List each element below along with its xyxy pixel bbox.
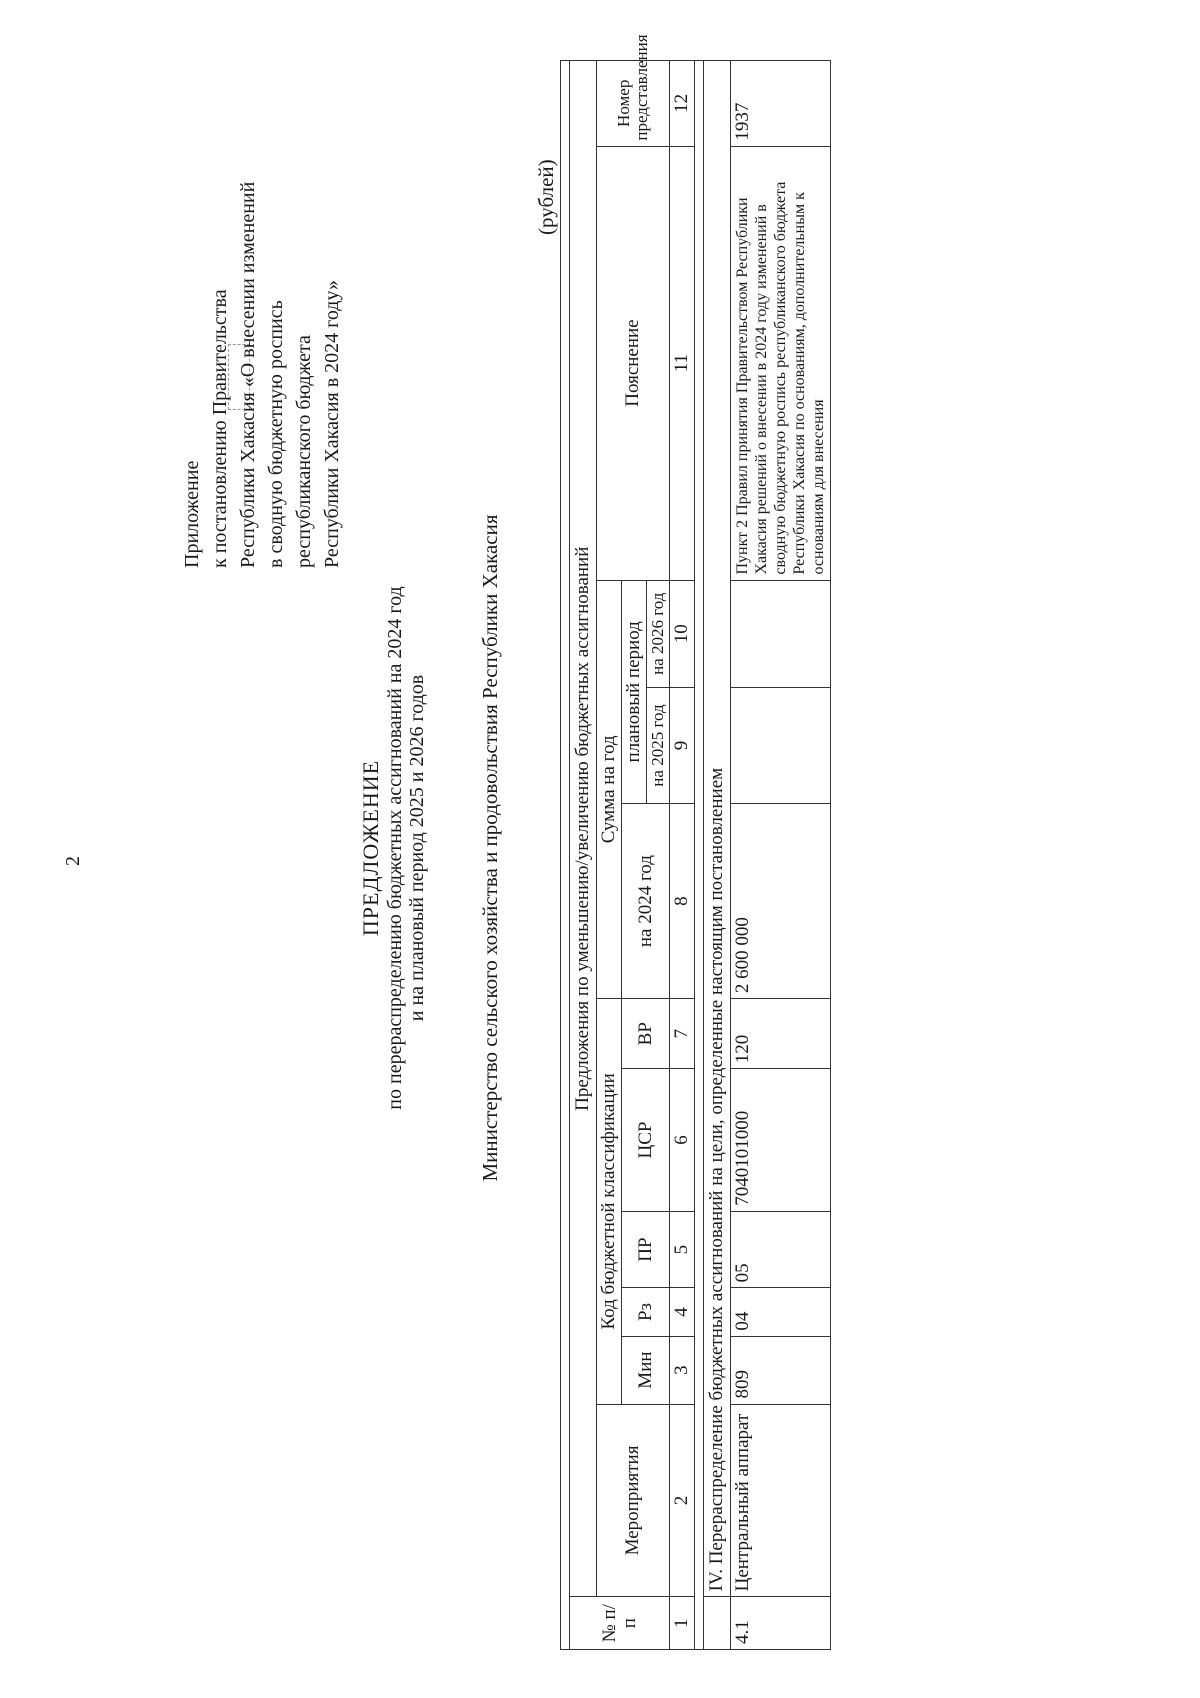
- column-number: 6: [670, 1069, 695, 1211]
- header-rz: Рз: [622, 1288, 670, 1336]
- table-row: [731, 61, 831, 1650]
- table-top-rule: [561, 61, 570, 1650]
- header-submission-no: Номер представления: [597, 61, 670, 147]
- row-2024: 2 600 000: [731, 804, 831, 999]
- column-number: 9: [670, 687, 695, 803]
- document-title: [360, 298, 428, 1398]
- units-label: (рублей): [534, 159, 558, 235]
- row-csr: 7040101000: [731, 1069, 831, 1211]
- ministry-name: Министерство сельского хозяйства и продовольствия Республики Хакасия: [478, 514, 502, 1182]
- column-number: 11: [670, 146, 695, 580]
- section-title: IV. Перераспределение бюджетных ассигнований на цели, определенные настоящим постановлением: [704, 61, 731, 1597]
- column-number: 8: [670, 804, 695, 999]
- column-number: 7: [670, 999, 695, 1069]
- column-number: 1: [670, 1597, 695, 1650]
- section-title-row: [704, 61, 731, 1650]
- header-vr: ВР: [622, 999, 670, 1069]
- title-line: и на плановый период 2025 и 2026 годов: [406, 674, 428, 1022]
- header-num: № п/п: [570, 1597, 670, 1650]
- row-vr: 120: [731, 999, 831, 1069]
- table-section-rule: [695, 61, 704, 1650]
- header-explanation: Пояснение: [597, 146, 670, 580]
- row-2026: [731, 580, 831, 687]
- title-line: по перераспределению бюджетных ассигнований на 2024 год: [384, 586, 406, 1110]
- header-pr: ПР: [622, 1211, 670, 1288]
- column-number: 2: [670, 1404, 695, 1597]
- appendix-line: в сводную бюджетную роспись: [265, 300, 287, 568]
- column-number-row: [670, 61, 695, 1650]
- column-number: 3: [670, 1336, 695, 1404]
- row-pr: 05: [731, 1211, 831, 1288]
- header-min: Мин: [622, 1336, 670, 1404]
- appendix-line: республиканского бюджета: [293, 335, 315, 568]
- row-event: Центральный аппарат: [731, 1404, 831, 1597]
- row-2025: [731, 687, 831, 803]
- appendix-line: Приложение: [181, 460, 203, 568]
- row-min: 809: [731, 1336, 831, 1404]
- row-num: 4.1: [731, 1597, 831, 1650]
- row-rz: 04: [731, 1288, 831, 1336]
- header-2024: на 2024 год: [622, 804, 670, 999]
- row-submission-no: 1937: [731, 61, 831, 147]
- column-number: 4: [670, 1288, 695, 1336]
- appendix-line: к постановлению Правительства: [209, 289, 231, 568]
- table-header-row: [570, 61, 597, 1650]
- column-number: 12: [670, 61, 695, 147]
- header-2025: на 2025 год: [647, 687, 670, 803]
- page-number: 2: [62, 856, 84, 866]
- header-2026: на 2026 год: [647, 580, 670, 687]
- header-budget-code: Код бюджетной классификации: [597, 999, 622, 1404]
- appendix-line: Республики Хакасия «О внесении изменений: [237, 181, 259, 568]
- title-main: ПРЕДЛОЖЕНИЕ: [358, 759, 383, 937]
- column-number: 10: [670, 580, 695, 687]
- header-sum-year: Сумма на год: [597, 580, 622, 999]
- budget-table: [560, 34, 831, 1650]
- header-group: Предложения по уменьшению/увеличению бюджетных ассигнований: [570, 61, 597, 1597]
- row-explanation: Пункт 2 Правил принятия Правительством Республики Хакасия решений о внесении в 2024 году изменений в сводную бюджетную роспись республиканского бюджета Республики Хакасия по основаниям, дополнительным к основаниям для внесения: [731, 146, 831, 580]
- header-csr: ЦСР: [622, 1069, 670, 1211]
- column-number: 5: [670, 1211, 695, 1288]
- table-header-row: [597, 61, 622, 1650]
- appendix-line: Республики Хакасия в 2024 году»: [321, 280, 343, 568]
- appendix-block: [178, 8, 346, 568]
- header-planned: плановый период: [622, 580, 647, 804]
- header-event: Мероприятия: [597, 1404, 670, 1597]
